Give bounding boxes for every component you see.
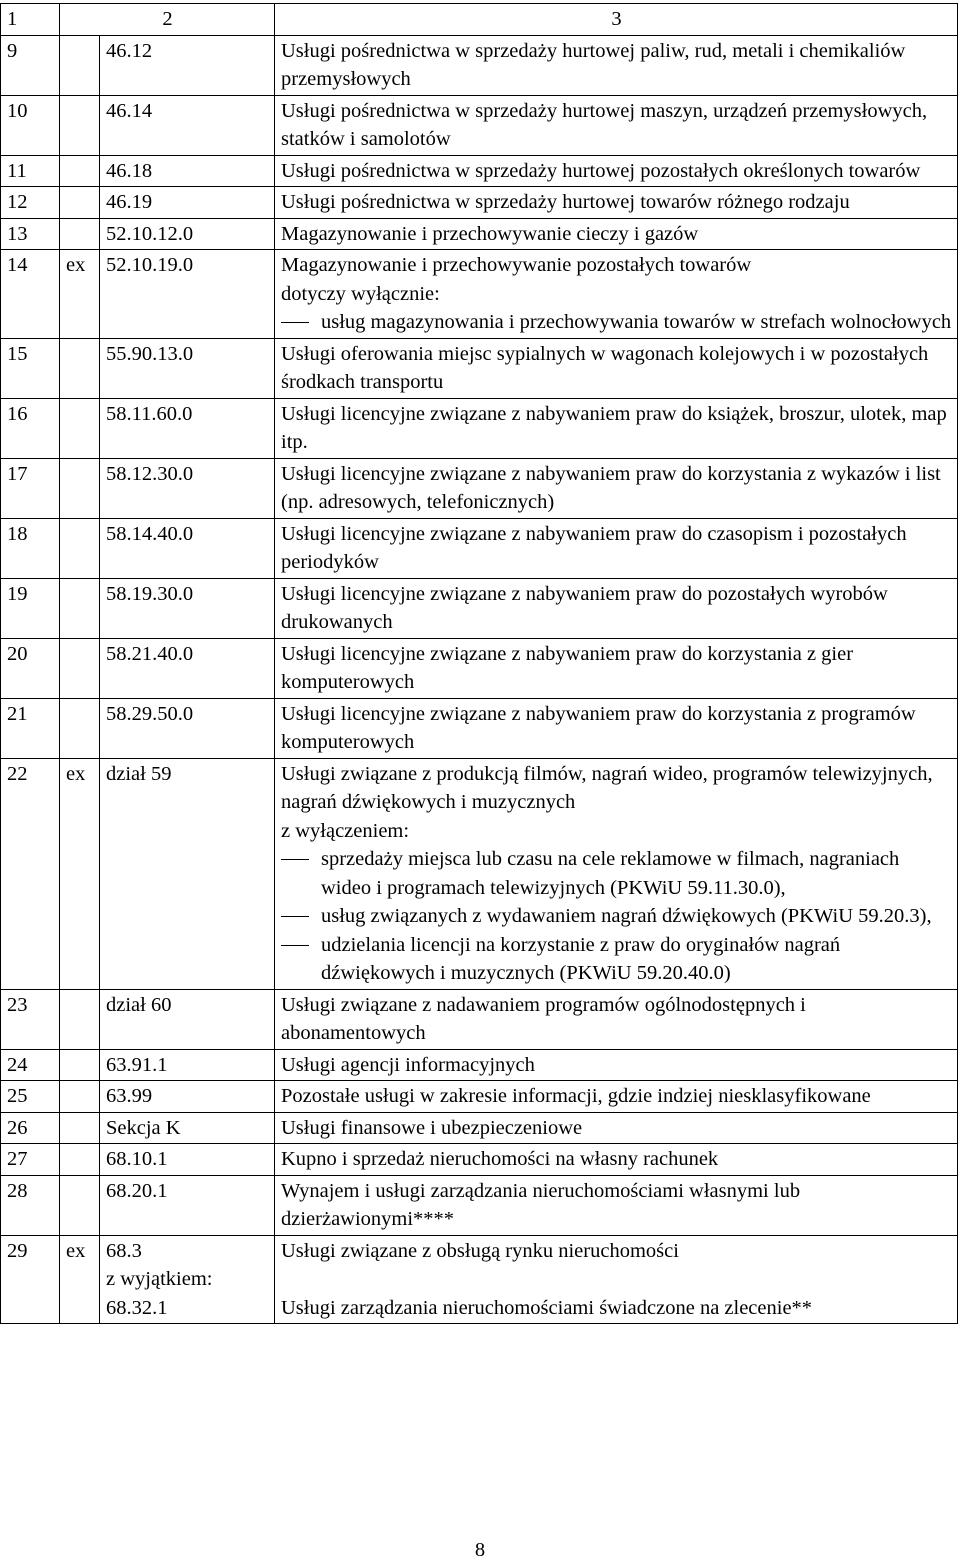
row-pkwiu-code: 63.91.1 <box>100 1049 275 1081</box>
description-line: Usługi licencyjne związane z nabywaniem praw do korzystania z programów komputerowych <box>281 702 916 753</box>
row-description <box>275 35 958 95</box>
row-ex-flag <box>60 1144 100 1176</box>
row-ex-flag <box>60 518 100 578</box>
row-ex-flag <box>60 155 100 187</box>
row-pkwiu-code: 46.14 <box>100 95 275 155</box>
code-line: z wyjątkiem: <box>106 1268 213 1290</box>
table-row <box>1 1049 958 1081</box>
row-number: 16 <box>1 398 60 458</box>
row-ex-flag <box>60 187 100 219</box>
row-ex-flag <box>60 638 100 698</box>
row-pkwiu-code: 58.19.30.0 <box>100 578 275 638</box>
code-line: 68.3 <box>106 1239 142 1262</box>
table-row <box>1 1144 958 1176</box>
table-row <box>1 398 958 458</box>
table-row <box>1 95 958 155</box>
row-description <box>275 1144 958 1176</box>
page-number: 8 <box>474 1539 486 1561</box>
description-line: Usługi pośrednictwa w sprzedaży hurtowej towarów różnego rodzaju <box>281 191 850 213</box>
row-ex-flag <box>60 989 100 1049</box>
row-description <box>275 758 958 989</box>
row-pkwiu-code: 55.90.13.0 <box>100 338 275 398</box>
row-ex-flag: ex <box>60 758 100 989</box>
row-number: 29 <box>1 1235 60 1324</box>
row-number: 22 <box>1 758 60 989</box>
description-line: Usługi zarządzania nieruchomościami świadczone na zlecenie** <box>281 1296 813 1319</box>
description-line: Usługi związane z produkcją filmów, nagrań wideo, programów telewizyjnych, nagrań dźwiękowych i muzycznych <box>281 762 933 813</box>
description-dash-item: udzielania licencji na korzystanie z praw do oryginałów nagrań dźwiękowych i muzycznych (PKWiU 59.20.40.0) <box>281 931 952 988</box>
row-description <box>275 95 958 155</box>
description-line: z wyłączeniem: <box>281 819 410 842</box>
row-pkwiu-code: Sekcja K <box>100 1112 275 1144</box>
row-number: 27 <box>1 1144 60 1176</box>
row-ex-flag <box>60 1049 100 1081</box>
row-number: 10 <box>1 95 60 155</box>
table-row <box>1 35 958 95</box>
row-pkwiu-code: 58.11.60.0 <box>100 398 275 458</box>
row-ex-flag <box>60 95 100 155</box>
header-row <box>1 4 958 36</box>
header-col-3: 3 <box>275 4 958 36</box>
row-description <box>275 218 958 250</box>
description-line: Kupno i sprzedaż nieruchomości na własny rachunek <box>281 1148 719 1170</box>
row-description <box>275 638 958 698</box>
row-ex-flag <box>60 35 100 95</box>
row-number: 15 <box>1 338 60 398</box>
row-number: 14 <box>1 250 60 339</box>
description-line: Usługi licencyjne związane z nabywaniem praw do książek, broszur, ulotek, map itp. <box>281 402 947 453</box>
description-line: Usługi licencyjne związane z nabywaniem praw do czasopism i pozostałych periodyków <box>281 522 907 573</box>
table-row <box>1 1175 958 1235</box>
row-pkwiu-code <box>100 1235 275 1324</box>
row-description <box>275 398 958 458</box>
row-ex-flag <box>60 578 100 638</box>
code-line: 68.32.1 <box>106 1296 168 1319</box>
row-description <box>275 250 958 339</box>
description-dash-item: sprzedaży miejsca lub czasu na cele reklamowe w filmach, nagraniach wideo i programach telewizyjnych (PKWiU 59.11.30.0), <box>281 845 952 902</box>
header-col-1: 1 <box>1 4 60 36</box>
row-ex-flag <box>60 1081 100 1113</box>
table-row <box>1 758 958 989</box>
row-pkwiu-code: 58.21.40.0 <box>100 638 275 698</box>
table-row <box>1 1235 958 1324</box>
row-number: 9 <box>1 35 60 95</box>
spacer <box>281 1265 952 1294</box>
row-number: 26 <box>1 1112 60 1144</box>
row-number: 28 <box>1 1175 60 1235</box>
row-number: 24 <box>1 1049 60 1081</box>
row-number: 21 <box>1 698 60 758</box>
row-number: 25 <box>1 1081 60 1113</box>
row-ex-flag <box>60 458 100 518</box>
row-pkwiu-code: 58.14.40.0 <box>100 518 275 578</box>
description-line: Usługi licencyjne związane z nabywaniem praw do korzystania z wykazów i list (np. adresowych, telefonicznych) <box>281 462 941 513</box>
row-description <box>275 338 958 398</box>
row-pkwiu-code: 46.12 <box>100 35 275 95</box>
row-number: 11 <box>1 155 60 187</box>
row-pkwiu-code: 46.18 <box>100 155 275 187</box>
row-description <box>275 698 958 758</box>
row-number: 13 <box>1 218 60 250</box>
row-pkwiu-code: 68.10.1 <box>100 1144 275 1176</box>
row-description <box>275 187 958 219</box>
description-line: Usługi pośrednictwa w sprzedaży hurtowej paliw, rud, metali i chemikaliów przemysłowych <box>281 39 906 90</box>
row-description <box>275 1081 958 1113</box>
description-dash-item: usług związanych z wydawaniem nagrań dźwiękowych (PKWiU 59.20.3), <box>281 902 952 931</box>
row-ex-flag <box>60 1175 100 1235</box>
row-number: 12 <box>1 187 60 219</box>
row-pkwiu-code: 58.12.30.0 <box>100 458 275 518</box>
row-description <box>275 578 958 638</box>
table-row <box>1 638 958 698</box>
row-pkwiu-code: 52.10.19.0 <box>100 250 275 339</box>
row-description <box>275 1235 958 1324</box>
description-line: Usługi związane z obsługą rynku nieruchomości <box>281 1239 679 1262</box>
services-table <box>0 3 958 1324</box>
row-ex-flag <box>60 698 100 758</box>
row-ex-flag <box>60 338 100 398</box>
row-pkwiu-code: 58.29.50.0 <box>100 698 275 758</box>
description-line: dotyczy wyłącznie: <box>281 282 440 305</box>
row-pkwiu-code: 68.20.1 <box>100 1175 275 1235</box>
table-row <box>1 578 958 638</box>
table-row <box>1 155 958 187</box>
description-line: Magazynowanie i przechowywanie cieczy i gazów <box>281 222 699 245</box>
row-ex-flag: ex <box>60 1235 100 1324</box>
row-description <box>275 458 958 518</box>
table-row <box>1 458 958 518</box>
row-pkwiu-code: 46.19 <box>100 187 275 219</box>
row-number: 23 <box>1 989 60 1049</box>
table-row <box>1 338 958 398</box>
row-description <box>275 1112 958 1144</box>
row-ex-flag <box>60 218 100 250</box>
description-line: Magazynowanie i przechowywanie pozostałych towarów <box>281 254 752 276</box>
description-line: Usługi związane z nadawaniem programów ogólnodostępnych i abonamentowych <box>281 993 806 1044</box>
table-row <box>1 1112 958 1144</box>
table-row <box>1 187 958 219</box>
row-description <box>275 989 958 1049</box>
description-line: Usługi licencyjne związane z nabywaniem praw do korzystania z gier komputerowych <box>281 642 854 693</box>
row-pkwiu-code: 63.99 <box>100 1081 275 1113</box>
header-col-2: 2 <box>60 4 275 36</box>
row-description <box>275 155 958 187</box>
description-line: Usługi agencji informacyjnych <box>281 1053 535 1076</box>
row-number: 17 <box>1 458 60 518</box>
description-line: Pozostałe usługi w zakresie informacji, gdzie indziej niesklasyfikowane <box>281 1085 871 1107</box>
table-row <box>1 218 958 250</box>
row-ex-flag: ex <box>60 250 100 339</box>
row-pkwiu-code: dział 59 <box>100 758 275 989</box>
row-description <box>275 518 958 578</box>
table-row <box>1 698 958 758</box>
row-ex-flag <box>60 398 100 458</box>
row-pkwiu-code: 52.10.12.0 <box>100 218 275 250</box>
table-row <box>1 250 958 339</box>
row-description <box>275 1049 958 1081</box>
description-line: Usługi oferowania miejsc sypialnych w wagonach kolejowych i w pozostałych środkach transportu <box>281 342 929 393</box>
row-pkwiu-code: dział 60 <box>100 989 275 1049</box>
description-dash-item: usług magazynowania i przechowywania towarów w strefach wolnocłowych <box>281 308 952 337</box>
description-line: Usługi pośrednictwa w sprzedaży hurtowej maszyn, urządzeń przemysłowych, statków i samolotów <box>281 99 928 150</box>
row-ex-flag <box>60 1112 100 1144</box>
row-description <box>275 1175 958 1235</box>
table-row <box>1 989 958 1049</box>
row-number: 20 <box>1 638 60 698</box>
row-number: 19 <box>1 578 60 638</box>
row-number: 18 <box>1 518 60 578</box>
description-line: Usługi finansowe i ubezpieczeniowe <box>281 1116 583 1139</box>
description-line: Wynajem i usługi zarządzania nieruchomościami własnymi lub dzierżawionymi**** <box>281 1179 801 1230</box>
description-line: Usługi pośrednictwa w sprzedaży hurtowej pozostałych określonych towarów <box>281 159 921 182</box>
description-line: Usługi licencyjne związane z nabywaniem praw do pozostałych wyrobów drukowanych <box>281 582 888 633</box>
table-row <box>1 518 958 578</box>
table-row <box>1 1081 958 1113</box>
